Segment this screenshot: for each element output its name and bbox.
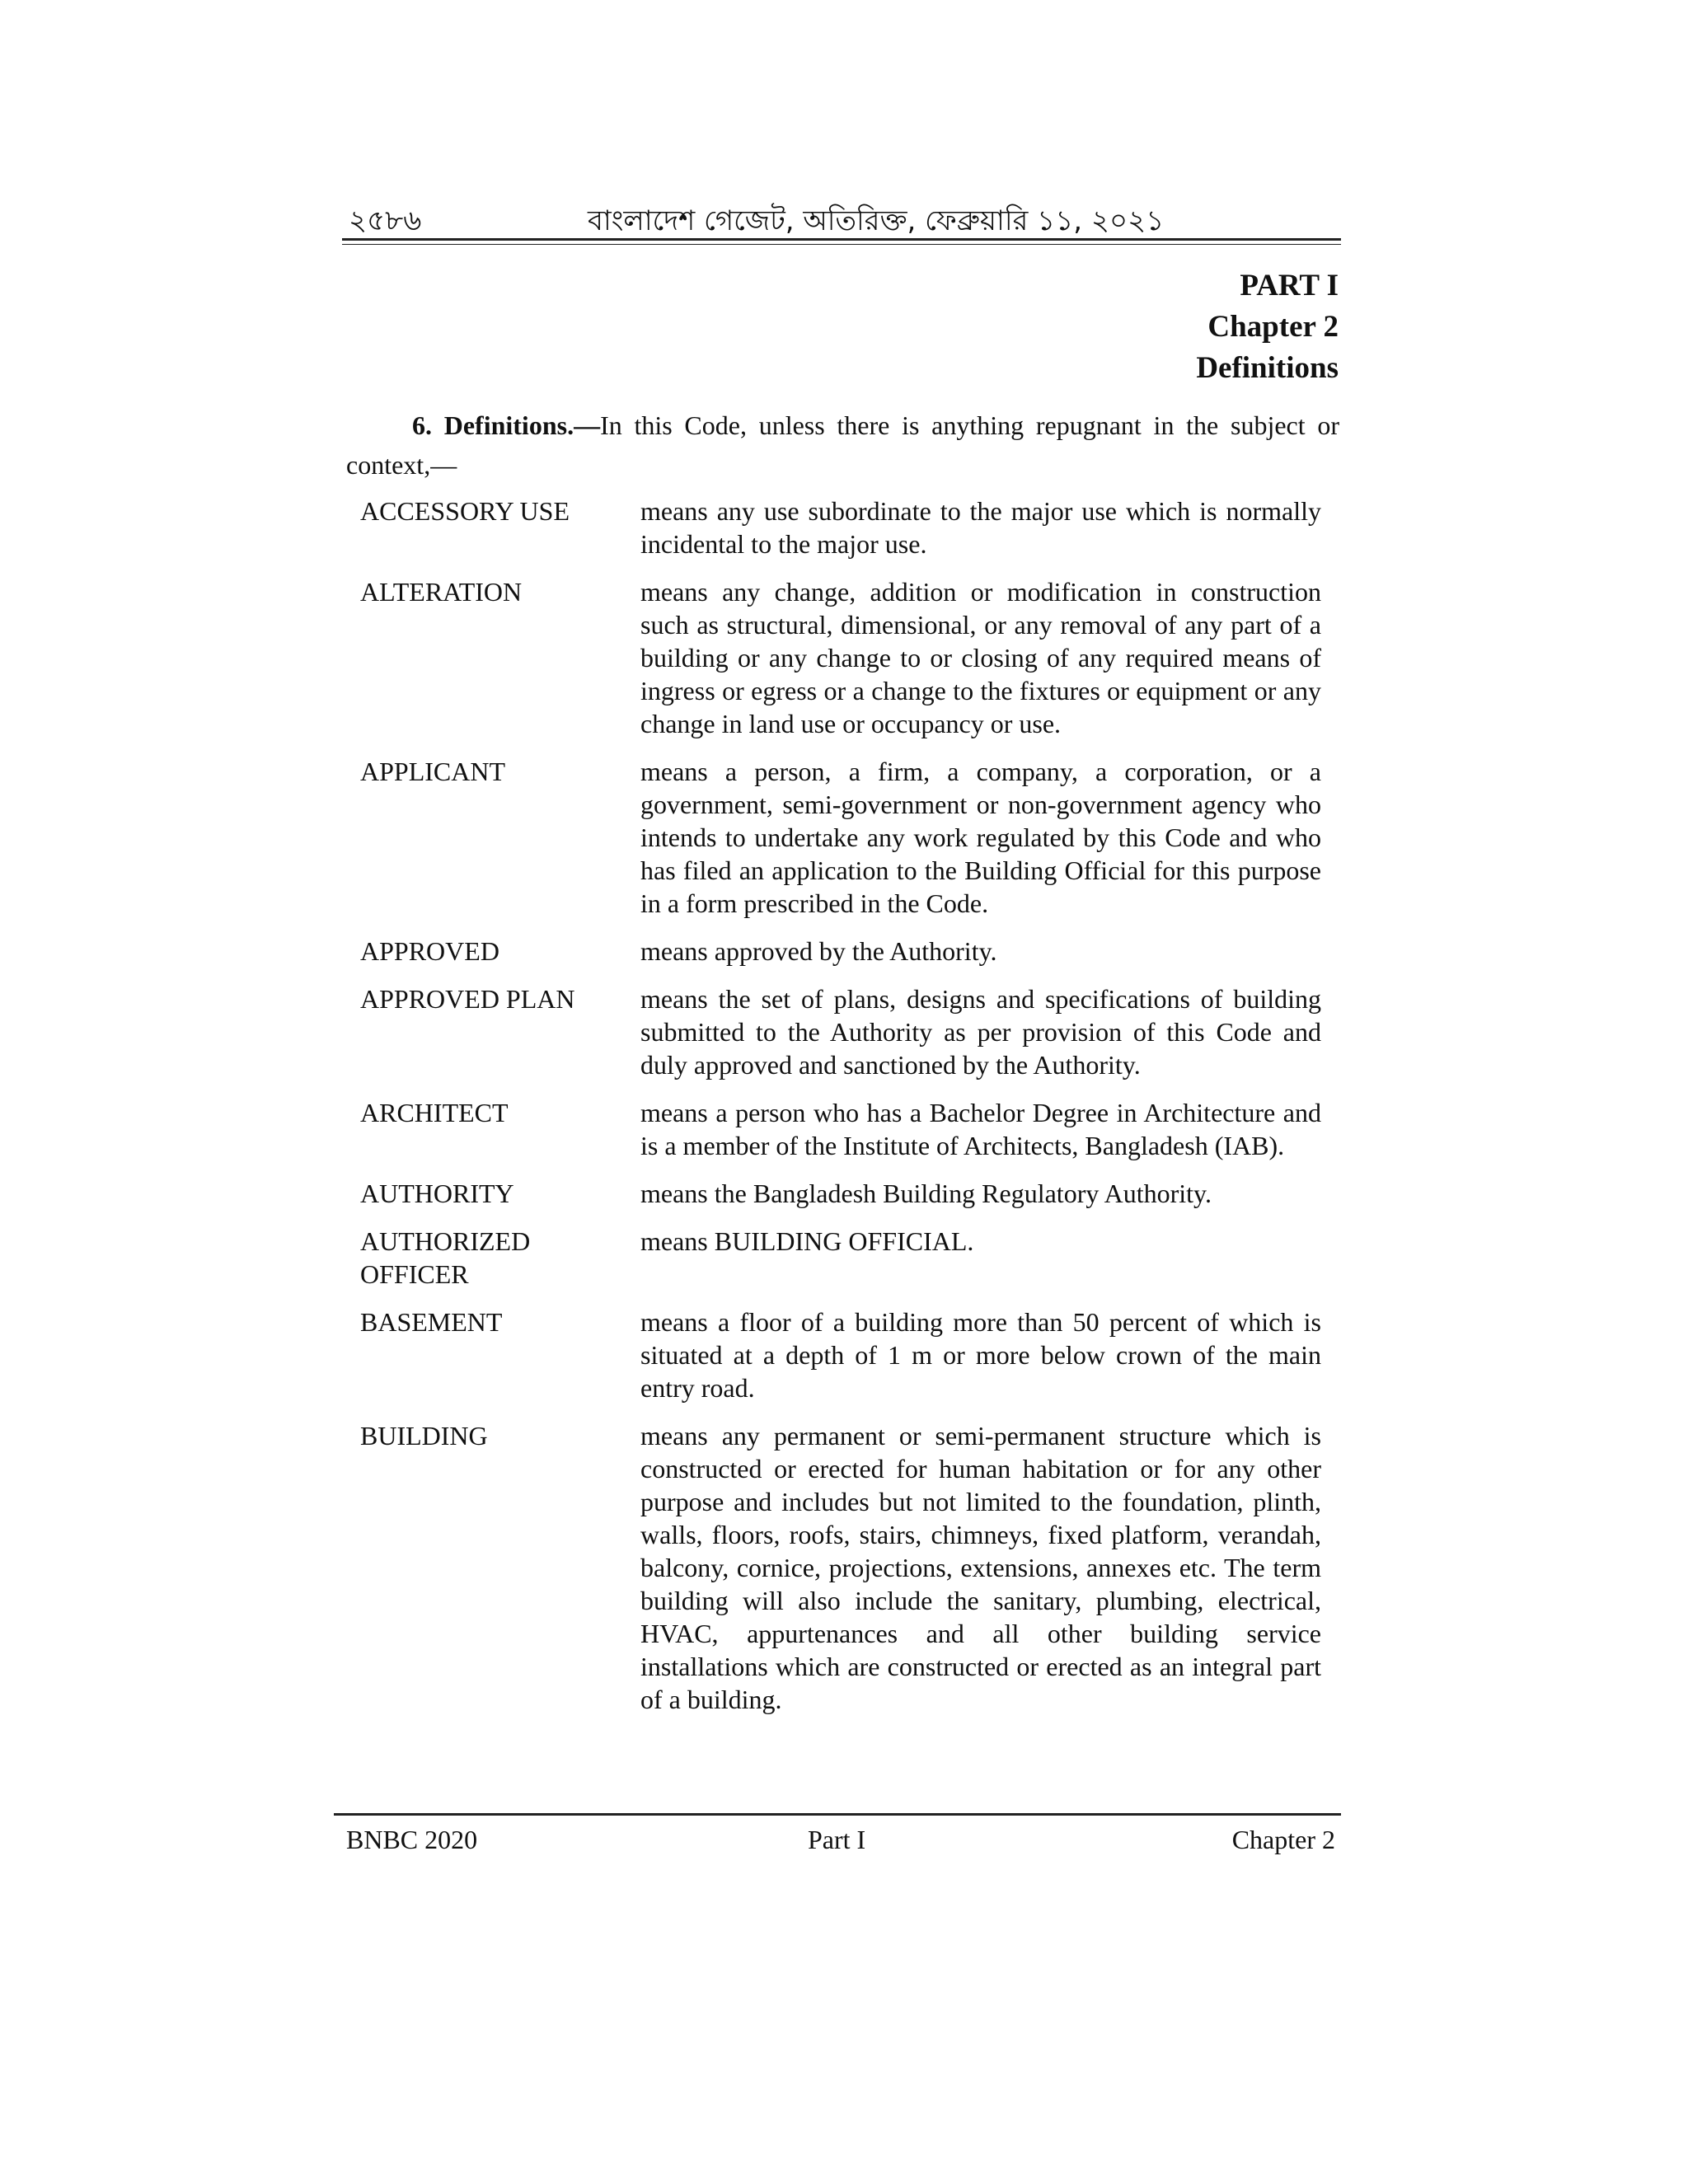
footer-chapter: Chapter 2: [1231, 1825, 1335, 1854]
definition-text: means a person, a firm, a company, a corporation, or a government, semi-government or non-government agency who intends to undertake any work regulated by this Code and who has filed an application to the Building Official for this purpose in a form prescribed in the Code.: [640, 757, 1321, 918]
chapter-heading: Chapter 2: [1207, 310, 1339, 344]
intro-paragraph: [346, 405, 1339, 485]
section-heading: [1196, 265, 1339, 389]
definition-text: means any use subordinate to the major use which is normally incidental to the major use.: [640, 496, 1321, 559]
definition-row: [360, 494, 1321, 560]
intro-text: In this Code, unless there is anything repugnant in the subject or context,—: [346, 410, 1340, 480]
header-rule-thin: [342, 244, 1341, 245]
definition-row: [360, 982, 1321, 1081]
definition-row: [360, 1096, 1321, 1162]
definition-term: AUTHORITY: [360, 1179, 514, 1208]
definition-term: ACCESSORY USE: [360, 496, 570, 526]
definition-row: [360, 575, 1321, 740]
definition-text: means a floor of a building more than 50 percent of which is situated at a depth of 1 m or more below crown of the main entry road.: [640, 1307, 1321, 1403]
page-footer: [346, 1825, 1335, 1861]
gazette-title: বাংলাদেশ গেজেট, অতিরিক্ত, ফেব্রুয়ারি ১১, ২০২১: [588, 204, 1165, 237]
definition-term: APPROVED PLAN: [360, 984, 575, 1014]
definition-text: means approved by the Authority.: [640, 936, 997, 966]
definition-term: BASEMENT: [360, 1307, 503, 1337]
footer-code-name: BNBC 2020: [346, 1825, 478, 1854]
header-rule-thick: [342, 238, 1341, 241]
section-label: 6. Definitions.—: [412, 410, 601, 440]
definition-text: means any change, addition or modification in construction such as structural, dimensional, or any removal of any part of a building or any change to or closing of any required means of ingress or egress or a change to the fixtures or equipment or any change in land use or occupancy or use.: [640, 577, 1321, 738]
footer-rule: [334, 1813, 1341, 1816]
definition-row: [360, 1305, 1321, 1404]
definition-term: APPROVED: [360, 936, 499, 966]
definition-term: APPLICANT: [360, 757, 506, 786]
definition-text: means the Bangladesh Building Regulatory Authority.: [640, 1179, 1212, 1208]
definition-row: [360, 1177, 1321, 1210]
definition-term: AUTHORIZED OFFICER: [360, 1226, 531, 1289]
definition-term: ALTERATION: [360, 577, 523, 607]
definition-term: BUILDING: [360, 1421, 488, 1451]
definition-text: means the set of plans, designs and specifications of building submitted to the Authority as per provision of this Code and duly approved and sanctioned by the Authority.: [640, 984, 1321, 1080]
running-header: [342, 194, 1341, 241]
page-number: ২৫৮৬: [349, 204, 422, 237]
definitions-list: [360, 494, 1321, 1731]
definition-text: means a person who has a Bachelor Degree in Architecture and is a member of the Institute of Architects, Bangladesh (IAB).: [640, 1098, 1321, 1160]
definition-term: ARCHITECT: [360, 1098, 509, 1127]
part-heading: PART I: [1240, 269, 1339, 302]
definition-row: [360, 935, 1321, 968]
footer-part: Part I: [808, 1825, 866, 1854]
definition-text: means BUILDING OFFICIAL.: [640, 1226, 974, 1256]
definitions-heading: Definitions: [1196, 351, 1339, 385]
definition-row: [360, 1419, 1321, 1716]
definition-text: means any permanent or semi-permanent structure which is constructed or erected for human habitation or for any other purpose and includes but not limited to the foundation, plinth, walls, floors, roofs, stairs, chimneys, fixed platform, verandah, balcony, cornice, projections, extensions, annexes etc. The term building will also include the sanitary, plumbing, electrical, HVAC, appurtenances and all other building service installations which are constructed or erected as an integral part of a building.: [640, 1421, 1321, 1714]
definition-row: [360, 755, 1321, 920]
definition-row: [360, 1225, 1321, 1291]
